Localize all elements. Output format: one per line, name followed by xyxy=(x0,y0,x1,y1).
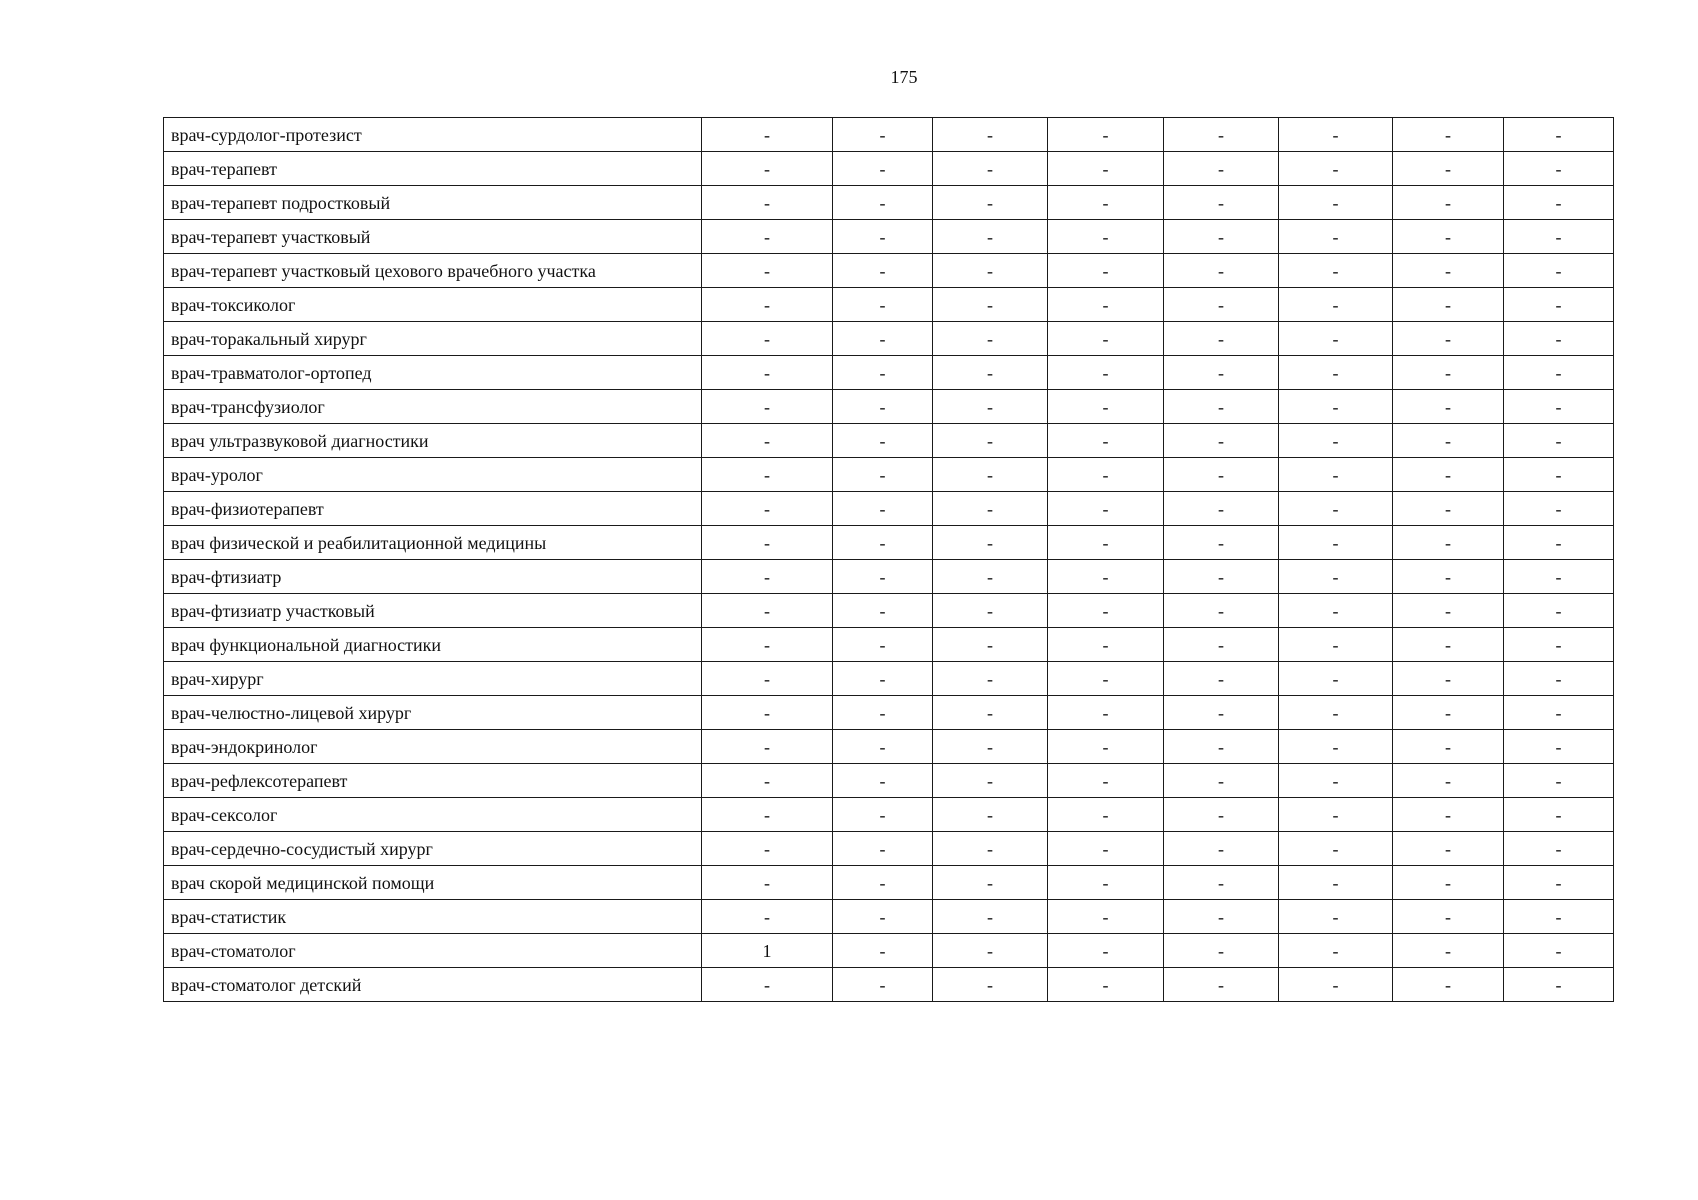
value-cell: - xyxy=(702,322,833,356)
value-cell: - xyxy=(833,390,933,424)
value-cell: - xyxy=(1048,118,1164,152)
table-row xyxy=(164,288,1614,322)
value-cell: - xyxy=(1504,968,1614,1002)
table-row xyxy=(164,832,1614,866)
value-cell: - xyxy=(1393,560,1504,594)
value-cell: - xyxy=(933,152,1048,186)
position-name-cell: врач-сексолог xyxy=(164,798,702,832)
value-cell: - xyxy=(833,900,933,934)
value-cell: - xyxy=(1279,832,1393,866)
value-cell: - xyxy=(1279,152,1393,186)
value-cell: 1 xyxy=(702,934,833,968)
value-cell: - xyxy=(702,866,833,900)
value-cell: - xyxy=(933,900,1048,934)
value-cell: - xyxy=(933,594,1048,628)
position-name-cell: врач-стоматолог детский xyxy=(164,968,702,1002)
value-cell: - xyxy=(1393,968,1504,1002)
position-name-cell: врач-терапевт подростковый xyxy=(164,186,702,220)
value-cell: - xyxy=(1048,628,1164,662)
table-row xyxy=(164,186,1614,220)
value-cell: - xyxy=(933,356,1048,390)
value-cell: - xyxy=(702,628,833,662)
position-name-cell: врач ультразвуковой диагностики xyxy=(164,424,702,458)
position-name-cell: врач-стоматолог xyxy=(164,934,702,968)
value-cell: - xyxy=(833,458,933,492)
position-name-cell: врач-уролог xyxy=(164,458,702,492)
value-cell: - xyxy=(833,764,933,798)
value-cell: - xyxy=(1504,492,1614,526)
value-cell: - xyxy=(833,832,933,866)
value-cell: - xyxy=(702,594,833,628)
value-cell: - xyxy=(1048,526,1164,560)
value-cell: - xyxy=(1393,254,1504,288)
table-row xyxy=(164,220,1614,254)
value-cell: - xyxy=(1279,730,1393,764)
value-cell: - xyxy=(1279,594,1393,628)
value-cell: - xyxy=(1504,322,1614,356)
value-cell: - xyxy=(833,220,933,254)
value-cell: - xyxy=(1048,560,1164,594)
value-cell: - xyxy=(1504,118,1614,152)
position-name-cell: врач-терапевт участковый xyxy=(164,220,702,254)
value-cell: - xyxy=(1164,288,1279,322)
value-cell: - xyxy=(1164,662,1279,696)
position-name-cell: врач-сердечно-сосудистый хирург xyxy=(164,832,702,866)
value-cell: - xyxy=(833,934,933,968)
table-row xyxy=(164,118,1614,152)
value-cell: - xyxy=(1504,152,1614,186)
value-cell: - xyxy=(933,288,1048,322)
value-cell: - xyxy=(1164,118,1279,152)
value-cell: - xyxy=(933,424,1048,458)
value-cell: - xyxy=(1164,832,1279,866)
value-cell: - xyxy=(1279,696,1393,730)
value-cell: - xyxy=(702,832,833,866)
value-cell: - xyxy=(1279,798,1393,832)
value-cell: - xyxy=(1164,458,1279,492)
table-row xyxy=(164,764,1614,798)
value-cell: - xyxy=(1393,934,1504,968)
value-cell: - xyxy=(1504,424,1614,458)
position-name-cell: врач-сурдолог-протезист xyxy=(164,118,702,152)
value-cell: - xyxy=(702,424,833,458)
table-row xyxy=(164,696,1614,730)
value-cell: - xyxy=(1504,628,1614,662)
value-cell: - xyxy=(933,764,1048,798)
value-cell: - xyxy=(1393,900,1504,934)
value-cell: - xyxy=(833,356,933,390)
value-cell: - xyxy=(1279,186,1393,220)
value-cell: - xyxy=(1048,968,1164,1002)
position-name-cell: врач скорой медицинской помощи xyxy=(164,866,702,900)
value-cell: - xyxy=(933,560,1048,594)
value-cell: - xyxy=(1048,220,1164,254)
value-cell: - xyxy=(1279,424,1393,458)
value-cell: - xyxy=(1279,764,1393,798)
value-cell: - xyxy=(1393,730,1504,764)
position-name-cell: врач-физиотерапевт xyxy=(164,492,702,526)
value-cell: - xyxy=(933,492,1048,526)
value-cell: - xyxy=(702,186,833,220)
value-cell: - xyxy=(933,220,1048,254)
position-name-cell: врач-челюстно-лицевой хирург xyxy=(164,696,702,730)
value-cell: - xyxy=(1164,220,1279,254)
position-name-cell: врач-травматолог-ортопед xyxy=(164,356,702,390)
value-cell: - xyxy=(1393,662,1504,696)
table-row xyxy=(164,594,1614,628)
value-cell: - xyxy=(702,730,833,764)
value-cell: - xyxy=(1048,322,1164,356)
value-cell: - xyxy=(1279,934,1393,968)
value-cell: - xyxy=(1164,696,1279,730)
value-cell: - xyxy=(933,322,1048,356)
value-cell: - xyxy=(1048,594,1164,628)
value-cell: - xyxy=(1279,628,1393,662)
value-cell: - xyxy=(1279,356,1393,390)
value-cell: - xyxy=(1279,900,1393,934)
value-cell: - xyxy=(1504,594,1614,628)
value-cell: - xyxy=(1393,288,1504,322)
value-cell: - xyxy=(1393,628,1504,662)
position-name-cell: врач функциональной диагностики xyxy=(164,628,702,662)
value-cell: - xyxy=(933,730,1048,764)
value-cell: - xyxy=(833,322,933,356)
value-cell: - xyxy=(1164,152,1279,186)
value-cell: - xyxy=(833,152,933,186)
value-cell: - xyxy=(1393,764,1504,798)
value-cell: - xyxy=(1048,424,1164,458)
value-cell: - xyxy=(933,390,1048,424)
value-cell: - xyxy=(1048,390,1164,424)
value-cell: - xyxy=(1504,934,1614,968)
value-cell: - xyxy=(833,424,933,458)
value-cell: - xyxy=(1279,560,1393,594)
value-cell: - xyxy=(1048,764,1164,798)
value-cell: - xyxy=(1504,900,1614,934)
value-cell: - xyxy=(702,254,833,288)
table-row xyxy=(164,798,1614,832)
value-cell: - xyxy=(1393,322,1504,356)
value-cell: - xyxy=(933,662,1048,696)
value-cell: - xyxy=(933,968,1048,1002)
table-row xyxy=(164,900,1614,934)
value-cell: - xyxy=(702,458,833,492)
table-row xyxy=(164,526,1614,560)
table-body xyxy=(164,118,1614,1002)
value-cell: - xyxy=(833,254,933,288)
value-cell: - xyxy=(1393,492,1504,526)
value-cell: - xyxy=(1393,186,1504,220)
value-cell: - xyxy=(1164,356,1279,390)
value-cell: - xyxy=(1393,458,1504,492)
table-row xyxy=(164,492,1614,526)
position-name-cell: врач-трансфузиолог xyxy=(164,390,702,424)
value-cell: - xyxy=(1048,900,1164,934)
value-cell: - xyxy=(1504,560,1614,594)
value-cell: - xyxy=(702,662,833,696)
position-name-cell: врач-эндокринолог xyxy=(164,730,702,764)
position-name-cell: врач-фтизиатр участковый xyxy=(164,594,702,628)
value-cell: - xyxy=(1504,662,1614,696)
value-cell: - xyxy=(833,594,933,628)
value-cell: - xyxy=(1164,424,1279,458)
value-cell: - xyxy=(833,560,933,594)
value-cell: - xyxy=(702,288,833,322)
position-name-cell: врач-рефлексотерапевт xyxy=(164,764,702,798)
staff-table xyxy=(163,117,1614,1002)
value-cell: - xyxy=(1504,526,1614,560)
value-cell: - xyxy=(833,186,933,220)
table-row xyxy=(164,934,1614,968)
value-cell: - xyxy=(933,798,1048,832)
value-cell: - xyxy=(702,764,833,798)
value-cell: - xyxy=(1393,526,1504,560)
value-cell: - xyxy=(1393,866,1504,900)
table-row xyxy=(164,560,1614,594)
value-cell: - xyxy=(1048,288,1164,322)
value-cell: - xyxy=(1048,934,1164,968)
position-name-cell: врач-терапевт участковый цехового врачебного участка xyxy=(164,254,702,288)
value-cell: - xyxy=(1164,900,1279,934)
value-cell: - xyxy=(1279,662,1393,696)
value-cell: - xyxy=(1279,254,1393,288)
table-row xyxy=(164,628,1614,662)
value-cell: - xyxy=(1504,696,1614,730)
table-row xyxy=(164,152,1614,186)
value-cell: - xyxy=(933,866,1048,900)
table-row xyxy=(164,730,1614,764)
position-name-cell: врач физической и реабилитационной медицины xyxy=(164,526,702,560)
value-cell: - xyxy=(702,526,833,560)
value-cell: - xyxy=(833,866,933,900)
value-cell: - xyxy=(1048,866,1164,900)
value-cell: - xyxy=(1048,832,1164,866)
value-cell: - xyxy=(1279,866,1393,900)
value-cell: - xyxy=(1393,152,1504,186)
value-cell: - xyxy=(1393,118,1504,152)
value-cell: - xyxy=(1164,254,1279,288)
value-cell: - xyxy=(1504,288,1614,322)
value-cell: - xyxy=(833,730,933,764)
value-cell: - xyxy=(833,662,933,696)
value-cell: - xyxy=(1279,118,1393,152)
position-name-cell: врач-токсиколог xyxy=(164,288,702,322)
value-cell: - xyxy=(933,118,1048,152)
value-cell: - xyxy=(833,118,933,152)
value-cell: - xyxy=(1279,492,1393,526)
value-cell: - xyxy=(1504,356,1614,390)
value-cell: - xyxy=(1048,152,1164,186)
value-cell: - xyxy=(1279,322,1393,356)
value-cell: - xyxy=(1504,220,1614,254)
value-cell: - xyxy=(1164,968,1279,1002)
value-cell: - xyxy=(1279,390,1393,424)
value-cell: - xyxy=(1393,424,1504,458)
value-cell: - xyxy=(1164,628,1279,662)
value-cell: - xyxy=(1164,594,1279,628)
table-row xyxy=(164,390,1614,424)
value-cell: - xyxy=(933,628,1048,662)
value-cell: - xyxy=(833,526,933,560)
value-cell: - xyxy=(1504,764,1614,798)
value-cell: - xyxy=(1164,730,1279,764)
value-cell: - xyxy=(1164,492,1279,526)
position-name-cell: врач-терапевт xyxy=(164,152,702,186)
value-cell: - xyxy=(1279,288,1393,322)
value-cell: - xyxy=(1164,934,1279,968)
position-name-cell: врач-хирург xyxy=(164,662,702,696)
value-cell: - xyxy=(702,492,833,526)
value-cell: - xyxy=(933,696,1048,730)
value-cell: - xyxy=(1504,254,1614,288)
value-cell: - xyxy=(702,390,833,424)
table-row xyxy=(164,458,1614,492)
position-name-cell: врач-торакальный хирург xyxy=(164,322,702,356)
value-cell: - xyxy=(1504,832,1614,866)
value-cell: - xyxy=(933,832,1048,866)
value-cell: - xyxy=(933,526,1048,560)
value-cell: - xyxy=(702,900,833,934)
table-row xyxy=(164,322,1614,356)
value-cell: - xyxy=(1048,696,1164,730)
table-row xyxy=(164,662,1614,696)
value-cell: - xyxy=(702,356,833,390)
value-cell: - xyxy=(933,186,1048,220)
table-row xyxy=(164,356,1614,390)
value-cell: - xyxy=(702,152,833,186)
value-cell: - xyxy=(1393,594,1504,628)
value-cell: - xyxy=(1164,186,1279,220)
value-cell: - xyxy=(933,934,1048,968)
value-cell: - xyxy=(1393,220,1504,254)
value-cell: - xyxy=(1504,798,1614,832)
value-cell: - xyxy=(1048,492,1164,526)
value-cell: - xyxy=(702,560,833,594)
value-cell: - xyxy=(1393,798,1504,832)
value-cell: - xyxy=(702,118,833,152)
value-cell: - xyxy=(1164,526,1279,560)
value-cell: - xyxy=(1279,526,1393,560)
value-cell: - xyxy=(1164,560,1279,594)
table-row xyxy=(164,866,1614,900)
table-row xyxy=(164,968,1614,1002)
value-cell: - xyxy=(702,798,833,832)
table-row xyxy=(164,254,1614,288)
value-cell: - xyxy=(1393,696,1504,730)
value-cell: - xyxy=(1048,458,1164,492)
value-cell: - xyxy=(1393,832,1504,866)
value-cell: - xyxy=(1279,220,1393,254)
value-cell: - xyxy=(702,696,833,730)
value-cell: - xyxy=(702,968,833,1002)
value-cell: - xyxy=(933,458,1048,492)
value-cell: - xyxy=(1164,866,1279,900)
value-cell: - xyxy=(702,220,833,254)
value-cell: - xyxy=(833,628,933,662)
value-cell: - xyxy=(1279,968,1393,1002)
value-cell: - xyxy=(1504,186,1614,220)
value-cell: - xyxy=(1164,764,1279,798)
value-cell: - xyxy=(833,968,933,1002)
table-row xyxy=(164,424,1614,458)
position-name-cell: врач-фтизиатр xyxy=(164,560,702,594)
value-cell: - xyxy=(1048,798,1164,832)
value-cell: - xyxy=(1048,254,1164,288)
value-cell: - xyxy=(1504,458,1614,492)
value-cell: - xyxy=(1164,390,1279,424)
value-cell: - xyxy=(833,798,933,832)
position-name-cell: врач-статистик xyxy=(164,900,702,934)
value-cell: - xyxy=(1504,390,1614,424)
value-cell: - xyxy=(1393,390,1504,424)
value-cell: - xyxy=(833,492,933,526)
value-cell: - xyxy=(1393,356,1504,390)
value-cell: - xyxy=(833,288,933,322)
value-cell: - xyxy=(1504,866,1614,900)
value-cell: - xyxy=(1504,730,1614,764)
value-cell: - xyxy=(1048,356,1164,390)
value-cell: - xyxy=(1164,322,1279,356)
page-number: 175 xyxy=(890,67,918,87)
value-cell: - xyxy=(1164,798,1279,832)
value-cell: - xyxy=(1048,662,1164,696)
value-cell: - xyxy=(833,696,933,730)
value-cell: - xyxy=(1279,458,1393,492)
value-cell: - xyxy=(933,254,1048,288)
value-cell: - xyxy=(1048,730,1164,764)
value-cell: - xyxy=(1048,186,1164,220)
